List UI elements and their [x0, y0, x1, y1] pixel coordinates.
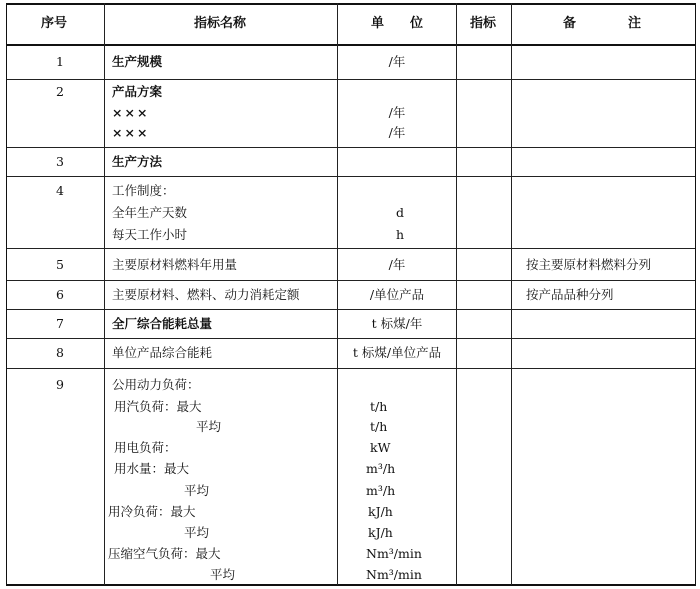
row-no: 1: [56, 54, 64, 69]
row-name: 主要原材料、燃料、动力消耗定额: [112, 287, 300, 302]
row-item: 用冷负荷：最大: [108, 504, 196, 519]
table-top-border: [6, 3, 696, 5]
row-unit: /年: [388, 257, 406, 272]
table-left-border: [6, 3, 7, 585]
header-indicator: 指标: [469, 16, 497, 31]
header-name: 指标名称: [193, 16, 247, 31]
row-unit: t/h: [370, 419, 388, 434]
row-no: 4: [56, 183, 64, 198]
row-unit: t/h: [370, 399, 388, 414]
row-unit: d: [395, 205, 405, 220]
row-no: 8: [56, 345, 64, 360]
row-item: 平均: [184, 483, 210, 498]
row-divider: [6, 147, 696, 148]
row-item: 平均: [196, 419, 222, 434]
row-unit: kJ/h: [368, 504, 393, 519]
header-unit: 单 位: [370, 16, 424, 31]
column-divider: [456, 3, 457, 585]
row-remark: 按产品品种分列: [526, 287, 614, 302]
row-unit: /年: [388, 105, 406, 120]
row-unit: m³/h: [366, 461, 396, 476]
row-item: ×××: [112, 125, 150, 140]
row-no: 3: [56, 154, 64, 169]
row-divider: [6, 176, 696, 177]
row-divider: [6, 309, 696, 310]
row-name: 生产规模: [112, 54, 163, 69]
row-divider: [6, 248, 696, 249]
row-no: 7: [56, 316, 64, 331]
header-remark: 备 注: [562, 16, 642, 31]
row-name: 工作制度：: [112, 183, 175, 198]
row-item: ×××: [112, 105, 150, 120]
header-bottom-border: [6, 44, 696, 46]
row-unit: t 标煤/单位产品: [352, 345, 442, 360]
row-item: 用汽负荷：最大: [114, 399, 202, 414]
row-item: 平均: [184, 525, 210, 540]
row-item: 全年生产天数: [112, 205, 188, 220]
row-name: 产品方案: [112, 84, 163, 99]
row-divider: [6, 368, 696, 369]
table-bottom-border: [6, 584, 696, 586]
row-name: 主要原材料燃料年用量: [112, 257, 238, 272]
row-no: 5: [56, 257, 64, 272]
row-unit: Nm³/min: [366, 546, 422, 561]
row-item: 用电负荷：: [114, 440, 177, 455]
row-divider: [6, 280, 696, 281]
row-item: 用水量：最大: [114, 461, 190, 476]
row-unit: t 标煤/年: [371, 316, 423, 331]
row-no: 2: [56, 84, 64, 99]
row-item: 每天工作小时: [112, 227, 188, 242]
row-unit: h: [395, 227, 405, 242]
header-no: 序号: [40, 16, 68, 31]
row-item: 压缩空气负荷：最大: [108, 546, 221, 561]
row-unit: kW: [370, 440, 391, 455]
column-divider: [511, 3, 512, 585]
table-right-border: [695, 3, 696, 585]
row-name: 公用动力负荷：: [112, 377, 200, 392]
row-unit: /单位产品: [369, 287, 425, 302]
row-divider: [6, 79, 696, 80]
column-divider: [104, 3, 105, 585]
row-unit: m³/h: [366, 483, 396, 498]
column-divider: [337, 3, 338, 585]
row-item: 平均: [210, 567, 236, 582]
row-no: 6: [56, 287, 64, 302]
row-unit: /年: [388, 54, 406, 69]
row-remark: 按主要原材料燃料分列: [526, 257, 652, 272]
row-name: 单位产品综合能耗: [112, 345, 213, 360]
row-unit: kJ/h: [368, 525, 393, 540]
row-no: 9: [56, 377, 64, 392]
row-divider: [6, 338, 696, 339]
row-unit: Nm³/min: [366, 567, 422, 582]
row-name: 全厂综合能耗总量: [112, 316, 213, 331]
row-name: 生产方法: [112, 154, 163, 169]
row-unit: /年: [388, 125, 406, 140]
